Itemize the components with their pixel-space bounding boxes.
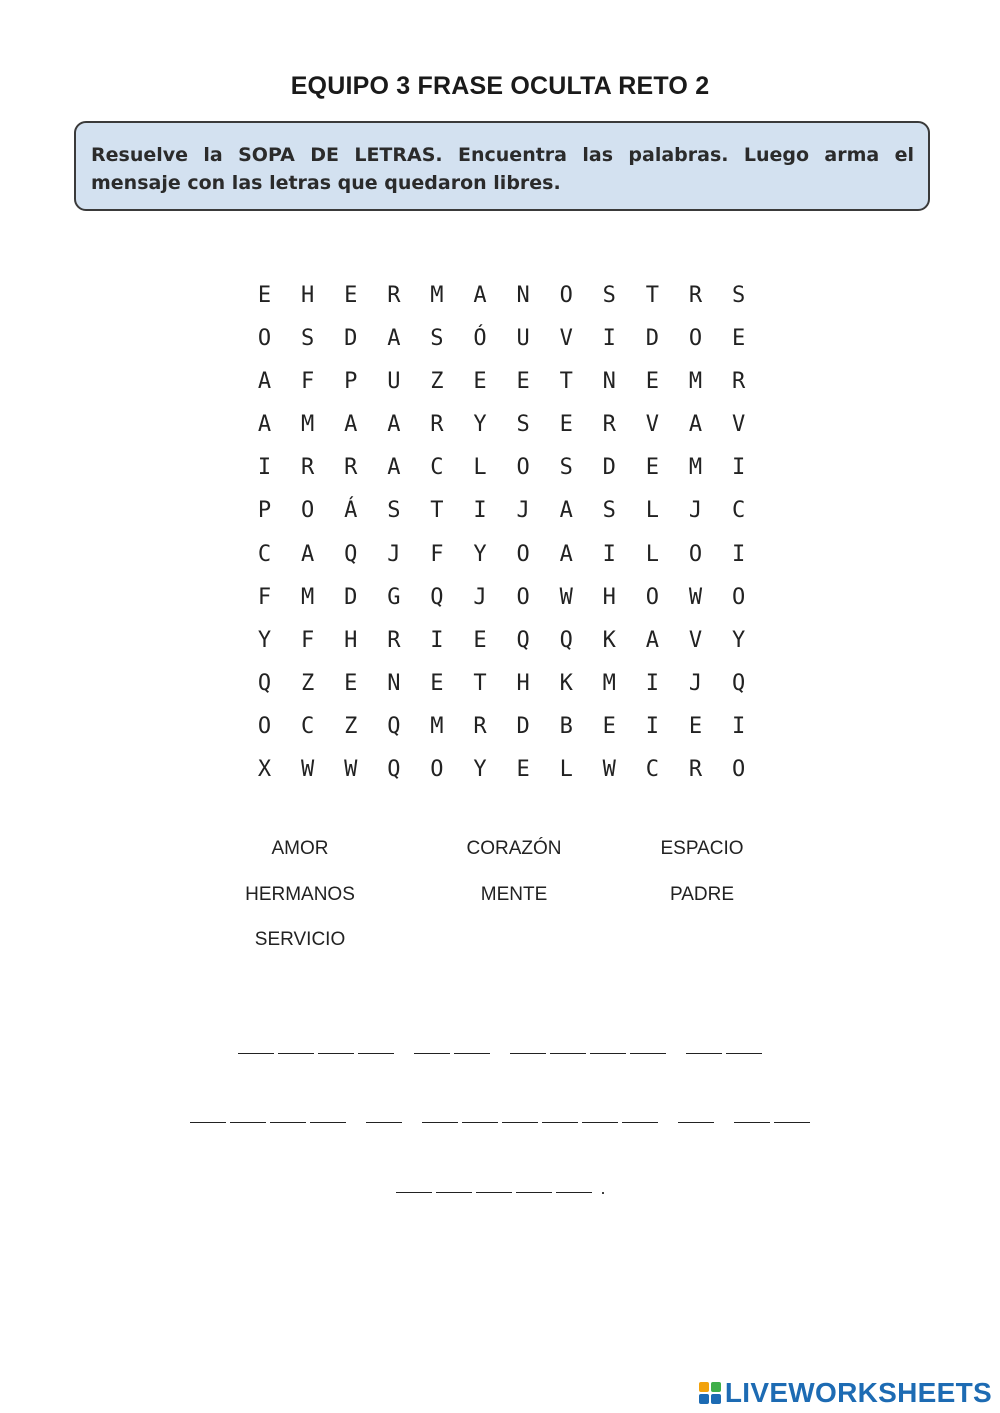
grid-row <box>243 282 760 325</box>
grid-letter[interactable]: X <box>257 757 272 783</box>
grid-letter[interactable]: E <box>688 713 703 739</box>
answer-blank[interactable] <box>358 1053 394 1054</box>
grid-letter[interactable]: O <box>731 757 746 783</box>
grid-letter[interactable]: E <box>516 369 530 395</box>
grid-letter[interactable]: G <box>387 584 401 610</box>
answer-blank[interactable] <box>238 1053 274 1054</box>
answer-blank[interactable] <box>414 1053 450 1054</box>
grid-letter[interactable]: N <box>602 369 616 395</box>
grid-letter[interactable]: B <box>559 713 573 739</box>
grid-letter[interactable]: Ó <box>473 326 487 352</box>
grid-row <box>243 670 760 713</box>
grid-letter[interactable]: A <box>301 541 315 567</box>
grid-letter[interactable]: O <box>257 713 272 739</box>
grid-letter[interactable]: P <box>344 369 358 395</box>
grid-letter[interactable]: Q <box>516 627 530 653</box>
grid-row <box>243 627 760 670</box>
answer-blank[interactable] <box>590 1053 626 1054</box>
grid-letter[interactable]: C <box>257 541 272 567</box>
grid-letter[interactable]: R <box>688 283 703 308</box>
grid-letter[interactable]: C <box>430 455 444 481</box>
grid-letter[interactable]: E <box>344 670 358 696</box>
grid-letter[interactable]: R <box>731 369 746 395</box>
grid-letter[interactable]: S <box>301 326 315 352</box>
grid-row <box>243 541 760 584</box>
logo-square <box>711 1382 721 1392</box>
grid-letter[interactable]: F <box>430 541 444 567</box>
grid-letter[interactable]: O <box>257 326 272 352</box>
grid-letter[interactable]: M <box>688 369 703 395</box>
answer-blank[interactable] <box>582 1122 618 1123</box>
grid-letter[interactable]: M <box>688 455 703 481</box>
grid-letter[interactable]: F <box>301 627 315 653</box>
answer-blank[interactable] <box>502 1122 538 1123</box>
grid-letter[interactable]: I <box>602 541 616 567</box>
grid-letter[interactable]: I <box>731 713 746 739</box>
grid-letter[interactable]: O <box>301 498 315 524</box>
grid-letter[interactable]: R <box>473 713 487 739</box>
grid-letter[interactable]: S <box>602 283 616 308</box>
grid-letter[interactable]: R <box>602 412 616 438</box>
grid-letter[interactable]: O <box>688 326 703 352</box>
grid-row <box>243 411 760 454</box>
grid-letter[interactable]: A <box>645 627 660 653</box>
grid-letter[interactable]: J <box>387 541 401 567</box>
grid-letter[interactable]: Y <box>731 627 746 653</box>
grid-row <box>243 497 760 540</box>
answer-blank[interactable] <box>774 1122 810 1123</box>
grid-letter[interactable]: S <box>387 498 401 524</box>
grid-letter[interactable]: W <box>688 584 703 610</box>
grid-letter[interactable]: T <box>430 498 444 524</box>
grid-letter[interactable]: E <box>602 713 616 739</box>
grid-letter[interactable]: Z <box>430 369 444 395</box>
grid-letter[interactable]: V <box>559 326 573 352</box>
grid-letter[interactable]: Á <box>344 498 358 524</box>
grid-letter[interactable]: S <box>559 455 573 481</box>
grid-letter[interactable]: E <box>430 670 444 696</box>
answer-blank[interactable] <box>550 1053 586 1054</box>
grid-letter[interactable]: A <box>387 412 401 438</box>
answer-blank[interactable] <box>476 1192 512 1193</box>
grid-row <box>243 454 760 497</box>
word-search-grid[interactable] <box>243 282 760 799</box>
answer-line <box>0 1036 1000 1046</box>
grid-row <box>243 584 760 627</box>
instructions-text: Resuelve la SOPA DE LETRAS. Encuentra las palabras. Luego arma el mensaje con las letras que quedaron libres. <box>91 144 914 194</box>
answer-blank[interactable] <box>422 1122 458 1123</box>
grid-letter[interactable]: P <box>257 498 272 524</box>
grid-letter[interactable]: C <box>731 498 746 524</box>
answer-blank[interactable] <box>678 1122 714 1123</box>
grid-letter[interactable]: A <box>387 455 401 481</box>
worksheet-title: EQUIPO 3 FRASE OCULTA RETO 2 <box>290 72 710 100</box>
grid-letter[interactable]: W <box>344 757 358 783</box>
grid-letter[interactable]: M <box>430 713 444 739</box>
grid-letter[interactable]: E <box>473 369 487 395</box>
answer-blank[interactable] <box>556 1192 592 1193</box>
grid-letter[interactable]: D <box>516 713 530 739</box>
grid-letter[interactable]: L <box>473 455 487 481</box>
grid-letter[interactable]: N <box>387 670 401 696</box>
grid-letter[interactable]: A <box>559 541 573 567</box>
answer-blank[interactable] <box>396 1192 432 1193</box>
grid-letter[interactable]: W <box>559 584 573 610</box>
grid-letter[interactable]: M <box>430 283 444 308</box>
grid-letter[interactable]: I <box>602 326 616 352</box>
answer-line <box>0 1105 1000 1115</box>
grid-row <box>243 325 760 368</box>
grid-letter[interactable]: N <box>516 283 530 308</box>
grid-letter[interactable]: S <box>731 283 746 308</box>
grid-letter[interactable]: U <box>387 369 401 395</box>
answer-blank[interactable] <box>270 1122 306 1123</box>
grid-letter[interactable]: S <box>430 326 444 352</box>
answer-line <box>0 1175 1000 1198</box>
grid-letter[interactable]: A <box>688 412 703 438</box>
liveworksheets-logo <box>699 1377 992 1409</box>
grid-letter[interactable]: R <box>387 283 401 308</box>
answer-blank[interactable] <box>230 1122 266 1123</box>
grid-letter[interactable]: F <box>257 584 272 610</box>
grid-letter[interactable]: O <box>559 283 573 308</box>
grid-letter[interactable]: A <box>344 412 358 438</box>
word-list-item: AMOR <box>271 838 329 859</box>
grid-letter[interactable]: Y <box>473 412 487 438</box>
grid-letter[interactable]: H <box>344 627 358 653</box>
grid-letter[interactable]: Q <box>387 713 401 739</box>
answer-blank[interactable] <box>462 1122 498 1123</box>
grid-letter[interactable]: I <box>473 498 487 524</box>
answer-blank[interactable] <box>310 1122 346 1123</box>
grid-letter[interactable]: M <box>301 412 315 438</box>
grid-letter[interactable]: D <box>602 455 616 481</box>
word-list-item: CORAZÓN <box>466 838 562 859</box>
grid-letter[interactable]: E <box>344 283 358 308</box>
grid-row <box>243 713 760 756</box>
grid-letter[interactable]: V <box>645 412 660 438</box>
grid-letter[interactable]: L <box>645 541 660 567</box>
answer-blank[interactable] <box>516 1192 552 1193</box>
grid-letter[interactable]: Y <box>257 627 272 653</box>
grid-letter[interactable]: R <box>301 455 315 481</box>
grid-letter[interactable]: J <box>688 498 703 524</box>
grid-letter[interactable]: E <box>645 369 660 395</box>
grid-letter[interactable]: O <box>731 584 746 610</box>
grid-letter[interactable]: C <box>645 757 660 783</box>
grid-letter[interactable]: O <box>430 757 444 783</box>
grid-letter[interactable]: J <box>516 498 530 524</box>
grid-letter[interactable]: S <box>602 498 616 524</box>
grid-letter[interactable]: E <box>731 326 746 352</box>
grid-letter[interactable]: Y <box>473 757 487 783</box>
answer-blank[interactable] <box>190 1122 226 1123</box>
grid-letter[interactable]: I <box>645 713 660 739</box>
grid-letter[interactable]: D <box>344 584 358 610</box>
grid-letter[interactable]: A <box>387 326 401 352</box>
grid-letter[interactable]: Q <box>344 541 358 567</box>
grid-letter[interactable]: D <box>344 326 358 352</box>
word-list-item: ESPACIO <box>660 838 744 859</box>
answer-blank[interactable] <box>278 1053 314 1054</box>
grid-letter[interactable]: E <box>645 455 660 481</box>
final-period: . <box>600 1178 606 1198</box>
grid-letter[interactable]: A <box>257 369 272 395</box>
grid-letter[interactable]: Q <box>430 584 444 610</box>
grid-letter[interactable]: E <box>559 412 573 438</box>
answer-blank[interactable] <box>366 1122 402 1123</box>
grid-letter[interactable]: F <box>301 369 315 395</box>
grid-letter[interactable]: Z <box>344 713 358 739</box>
grid-letter[interactable]: D <box>645 326 660 352</box>
grid-letter[interactable]: H <box>516 670 530 696</box>
grid-letter[interactable]: Z <box>301 670 315 696</box>
grid-letter[interactable]: Q <box>559 627 573 653</box>
grid-letter[interactable]: T <box>645 283 660 308</box>
grid-letter[interactable]: J <box>473 584 487 610</box>
word-list-item: SERVICIO <box>254 929 346 950</box>
grid-letter[interactable]: J <box>688 670 703 696</box>
answer-blank[interactable] <box>318 1053 354 1054</box>
logo-square <box>699 1394 709 1404</box>
word-list-item: MENTE <box>480 883 548 905</box>
grid-letter[interactable]: W <box>301 757 315 783</box>
grid-letter[interactable]: Q <box>731 670 746 696</box>
grid-letter[interactable]: W <box>602 757 616 783</box>
word-list-item: HERMANOS <box>245 883 355 905</box>
answer-blank[interactable] <box>510 1053 546 1054</box>
grid-letter[interactable]: C <box>301 713 315 739</box>
grid-letter[interactable]: H <box>301 283 315 308</box>
grid-letter[interactable]: O <box>688 541 703 567</box>
logo-text: LIVEWORKSHEETS <box>724 1377 992 1408</box>
answer-blank[interactable] <box>726 1053 762 1054</box>
grid-letter[interactable]: I <box>257 455 272 481</box>
grid-letter[interactable]: O <box>516 455 530 481</box>
grid-letter[interactable]: R <box>688 757 703 783</box>
grid-letter[interactable]: M <box>301 584 315 610</box>
grid-letter[interactable]: T <box>473 670 487 696</box>
answer-blank[interactable] <box>436 1192 472 1193</box>
answer-blank[interactable] <box>454 1053 490 1054</box>
logo-square <box>699 1382 709 1392</box>
grid-letter[interactable]: E <box>473 627 487 653</box>
answer-blank[interactable] <box>622 1122 658 1123</box>
instructions-box <box>74 121 930 211</box>
grid-letter[interactable]: E <box>516 757 530 783</box>
grid-letter[interactable]: S <box>516 412 530 438</box>
grid-letter[interactable]: I <box>731 455 746 481</box>
answer-blank[interactable] <box>630 1053 666 1054</box>
answer-blank[interactable] <box>734 1122 770 1123</box>
grid-letter[interactable]: H <box>602 584 616 610</box>
logo-icon <box>699 1382 721 1404</box>
grid-letter[interactable]: M <box>602 670 616 696</box>
grid-letter[interactable]: I <box>731 541 746 567</box>
grid-letter[interactable]: E <box>257 283 272 308</box>
grid-letter[interactable]: O <box>516 541 530 567</box>
grid-letter[interactable]: Y <box>473 541 487 567</box>
grid-letter[interactable]: A <box>559 498 573 524</box>
grid-letter[interactable]: I <box>645 670 660 696</box>
grid-letter[interactable]: O <box>516 584 530 610</box>
grid-letter[interactable]: Q <box>387 757 401 783</box>
grid-row <box>243 756 760 799</box>
grid-letter[interactable]: R <box>430 412 444 438</box>
grid-letter[interactable]: Q <box>257 670 272 696</box>
grid-row <box>243 368 760 411</box>
grid-letter[interactable]: I <box>430 627 444 653</box>
grid-letter[interactable]: U <box>516 326 530 352</box>
grid-letter[interactable]: L <box>645 498 660 524</box>
grid-letter[interactable]: K <box>602 627 616 653</box>
grid-letter[interactable]: R <box>387 627 401 653</box>
grid-letter[interactable]: T <box>559 369 573 395</box>
grid-letter[interactable]: V <box>731 412 746 438</box>
grid-letter[interactable]: A <box>257 412 272 438</box>
word-list-item: PADRE <box>669 883 735 905</box>
grid-letter[interactable]: R <box>344 455 358 481</box>
grid-letter[interactable]: A <box>473 283 487 308</box>
answer-blank[interactable] <box>542 1122 578 1123</box>
logo-square <box>711 1394 721 1404</box>
grid-letter[interactable]: O <box>645 584 660 610</box>
grid-letter[interactable]: K <box>559 670 573 696</box>
answer-blank[interactable] <box>686 1053 722 1054</box>
grid-letter[interactable]: V <box>688 627 703 653</box>
grid-letter[interactable]: L <box>559 757 573 783</box>
